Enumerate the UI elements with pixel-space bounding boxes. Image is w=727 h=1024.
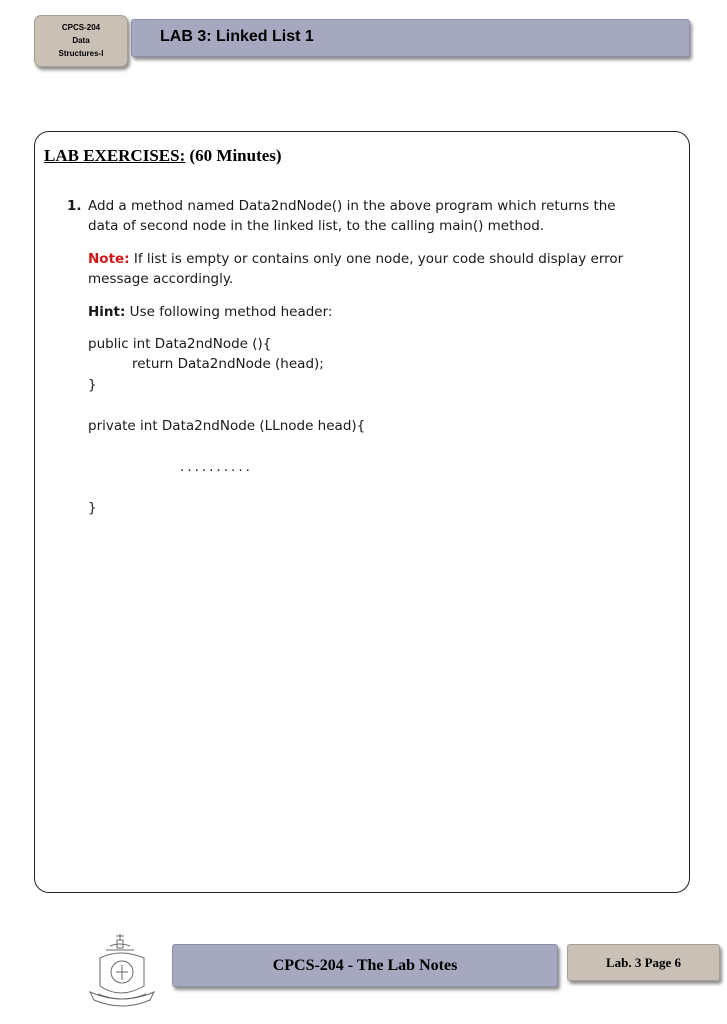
exercises-heading-label: LAB EXERCISES: [44,146,186,165]
lab-exercises-box [34,131,690,893]
note-line-1 [88,249,623,269]
course-subject: Data [72,36,90,45]
code-close-brace: } [88,500,97,516]
note-text: If list is empty or contains only one node, your code should display error [129,251,624,267]
question-line-1: Add a method named Data2ndNode() in the above program which returns the [88,198,616,214]
footer-title: CPCS-204 - The Lab Notes [272,957,458,974]
lab-title-bar [131,19,690,57]
course-subject-detail: Structures-I [58,49,104,58]
page-number-box [567,944,720,981]
course-code-box [34,15,128,67]
question-line-2: data of second node in the linked list, to the calling main() method. [88,218,545,234]
code-public-header: public int Data2ndNode (){ [88,336,272,352]
university-emblem-icon [86,930,158,1008]
hint-label: Hint: [88,304,126,320]
hint-line [88,302,332,322]
lab-title: LAB 3: Linked List 1 [160,28,314,45]
note-line-2: message accordingly. [88,271,234,287]
question-number: 1. [67,198,82,214]
course-code: CPCS-204 [61,23,101,32]
code-close-brace: } [88,377,97,393]
code-return-line: return Data2ndNode (head); [132,356,324,372]
exercises-heading [44,146,282,166]
hint-text: Use following method header: [125,304,333,320]
page-number: Lab. 3 Page 6 [605,955,682,970]
code-private-header: private int Data2ndNode (LLnode head){ [88,418,366,434]
exercises-heading-duration: (60 Minutes) [185,146,282,165]
footer-title-bar [172,944,558,987]
code-placeholder-dots: .......... [180,459,253,475]
note-label: Note: [88,251,130,267]
